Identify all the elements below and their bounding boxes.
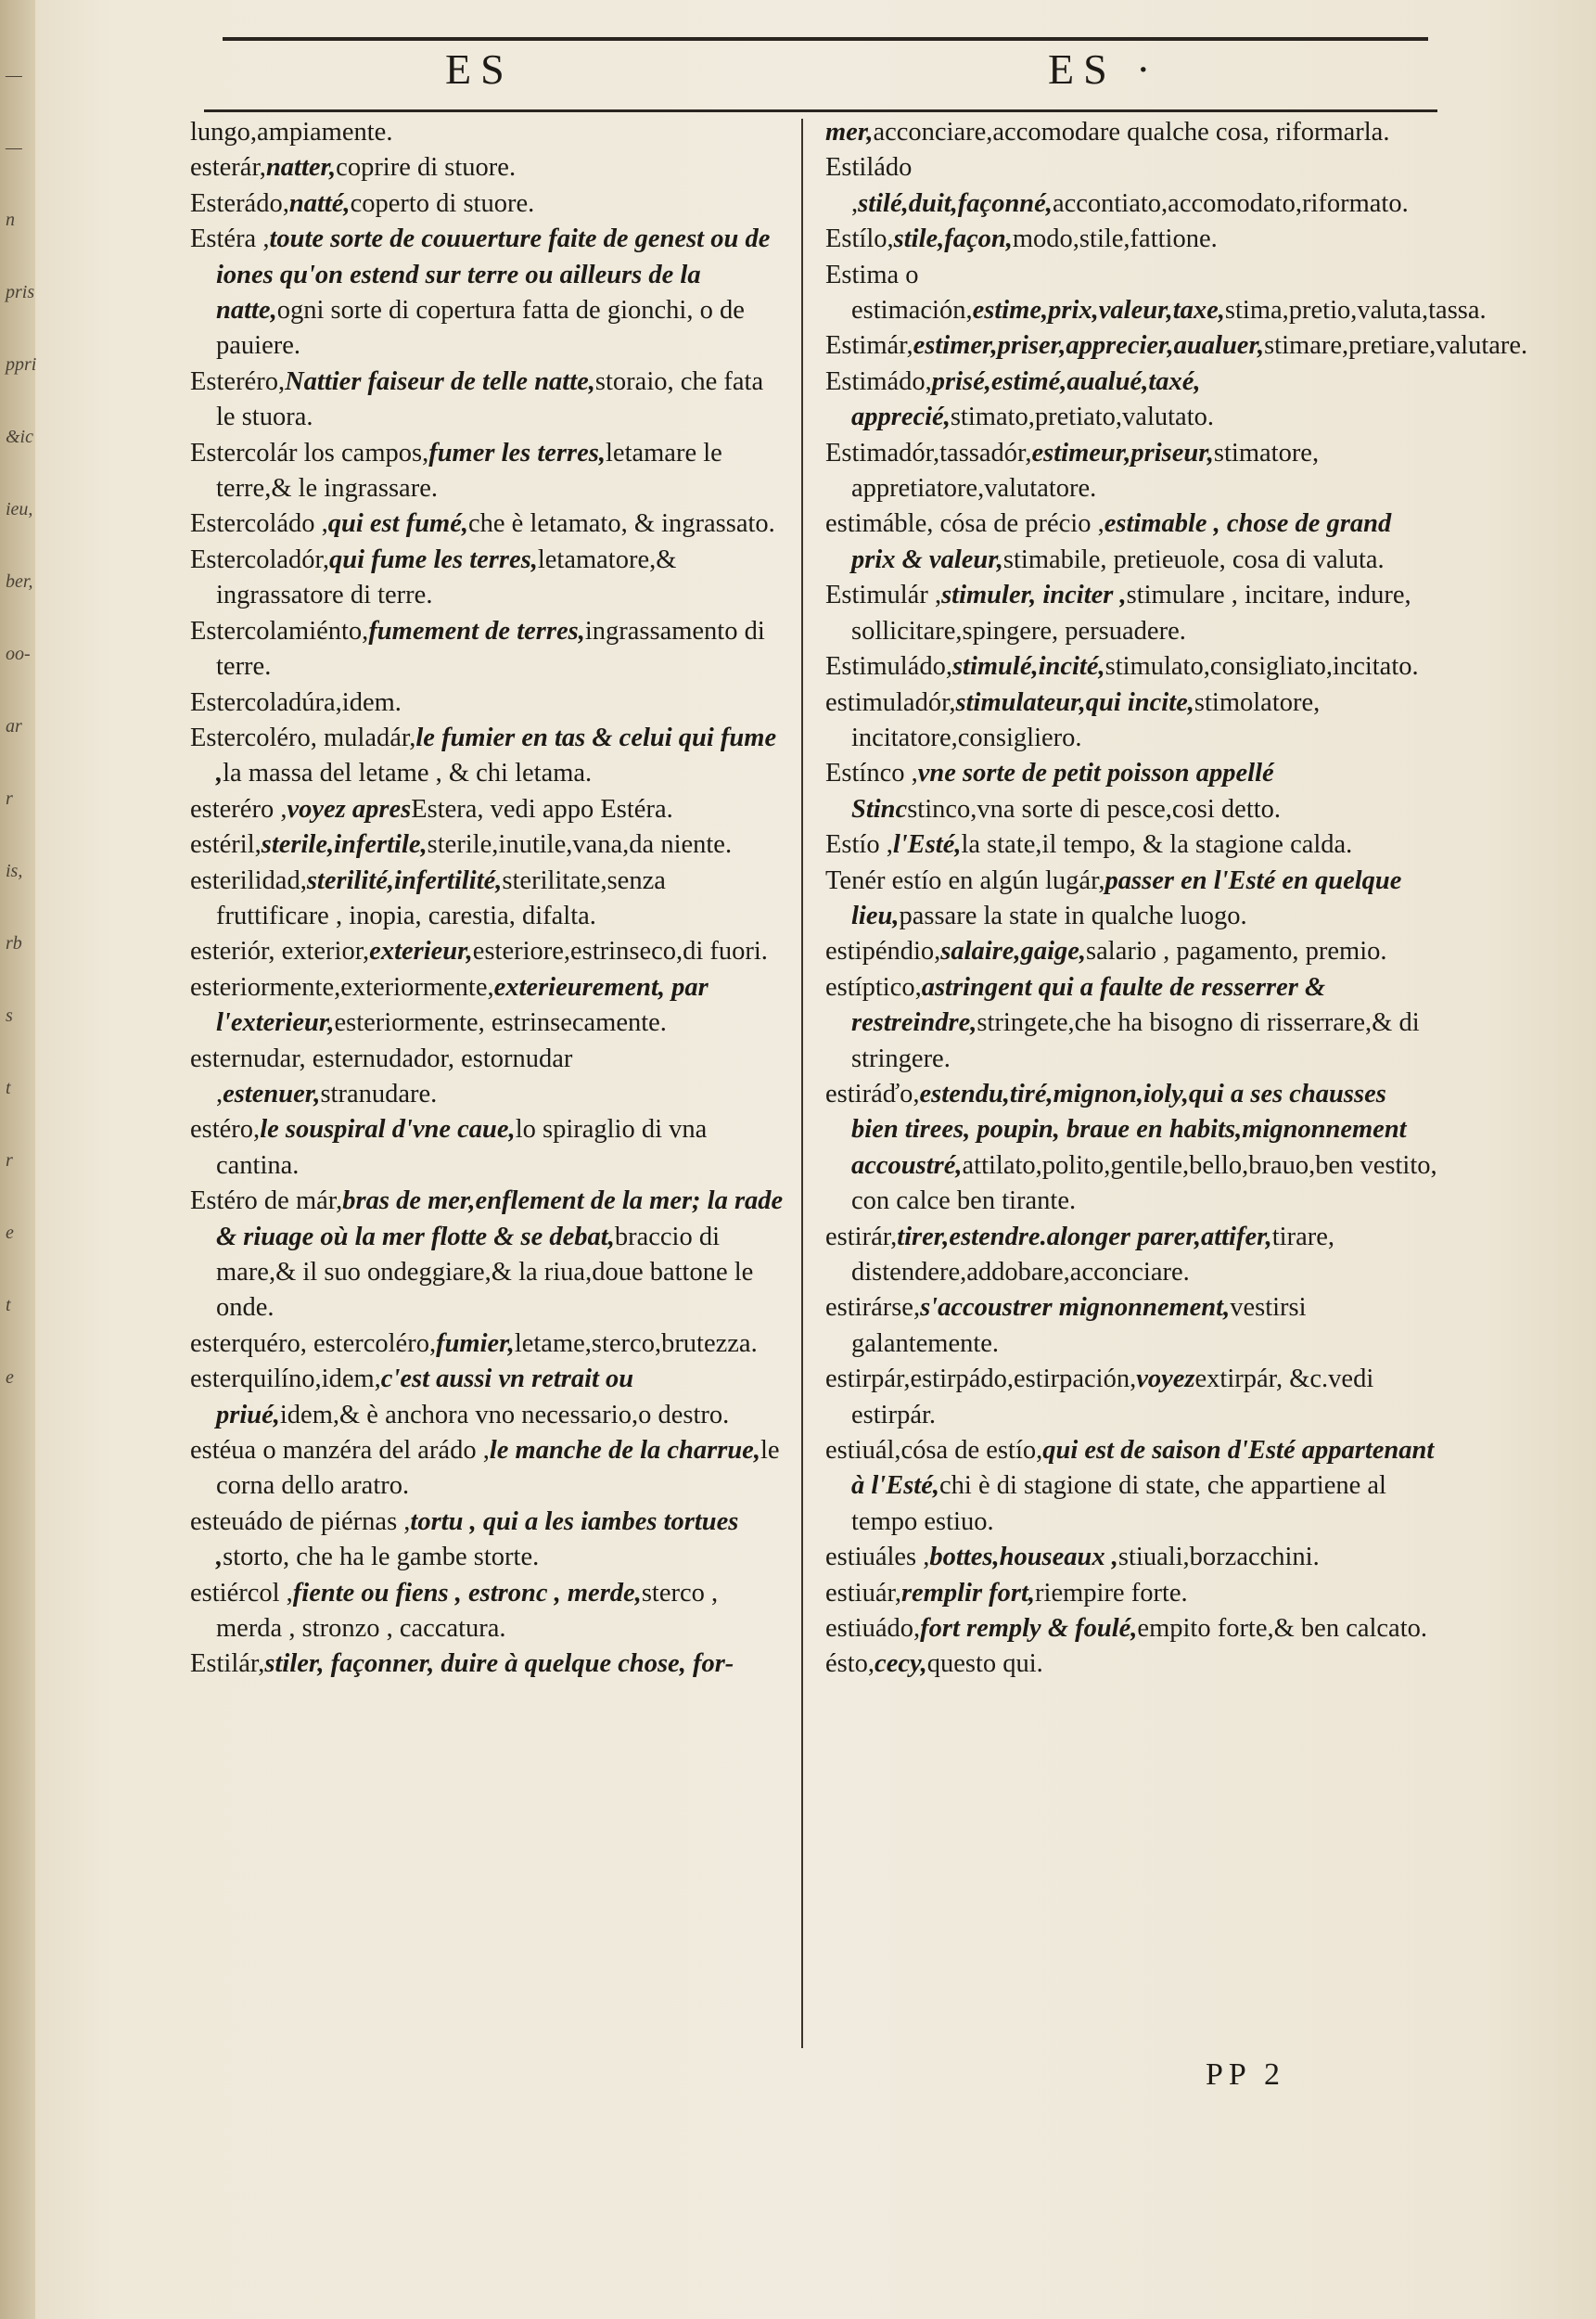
dictionary-entry: [825, 115, 1437, 150]
entry-french: le souspiral d'vne caue,: [260, 1115, 516, 1145]
entry-headword: Estío ,: [825, 830, 893, 860]
dictionary-entry: [825, 934, 1437, 969]
entry-french: le manche de la charrue,: [489, 1436, 760, 1466]
entry-headword: Esteréro,: [190, 366, 286, 396]
entry-french: natter,: [265, 153, 337, 183]
entry-french: vne sorte de petit poisson appellé Stinc: [851, 759, 1274, 824]
entry-italian: storaio, che fata le stuora.: [216, 366, 764, 432]
dictionary-entry: [825, 578, 1437, 649]
entry-headword: Tenér estío en algún lugár,: [825, 865, 1105, 895]
entry-french: tortu , qui a les iambes tortues ,: [216, 1506, 739, 1572]
entry-headword: esterquéro, estercoléro,: [190, 1328, 437, 1358]
entry-french: estimable , chose de grand prix & valeur,: [851, 509, 1392, 574]
dictionary-entry: [190, 115, 784, 150]
entry-french: stimuler, inciter ,: [941, 581, 1127, 610]
dictionary-entry: [190, 150, 784, 186]
entry-italian: stimatore, appretiatore,valutatore.: [851, 438, 1320, 504]
entry-italian: stimare,pretiare,valutare.: [1264, 331, 1528, 361]
entry-headword: estirár,: [825, 1222, 898, 1251]
entry-french: l'Esté,: [892, 830, 962, 860]
dictionary-entry: [190, 792, 784, 827]
entry-french: cecy,: [875, 1649, 927, 1679]
dictionary-entry: [825, 1646, 1437, 1682]
left-column: [190, 115, 784, 1683]
entry-italian: lo spiraglio di vna cantina.: [216, 1115, 708, 1180]
entry-french: sterile,infertile,: [261, 830, 428, 860]
entry-italian: la massa del letame , & chi letama.: [223, 759, 593, 788]
entry-headword: estiuár,: [825, 1578, 901, 1608]
entry-french: prisé,estimé,aualué,taxé, apprecié,: [851, 366, 1201, 432]
entry-headword: ésto,: [825, 1649, 875, 1679]
dictionary-entry: [190, 1184, 784, 1326]
entry-headword: Estercolamiénto,: [190, 616, 369, 646]
entry-headword: Estínco ,: [825, 759, 918, 788]
margin-fragment: is,: [6, 861, 23, 881]
entry-headword: Estimulár ,: [825, 581, 942, 610]
entry-headword: Estimadór,tassadór,: [825, 438, 1032, 468]
entry-headword: Estilár,: [190, 1649, 265, 1679]
entry-french: remplir fort,: [900, 1578, 1036, 1608]
entry-headword: estiuál,cósa de estío,: [825, 1436, 1043, 1466]
entry-headword: Estimádo,: [825, 366, 932, 396]
header-rule: [204, 109, 1437, 112]
entry-italian: le corna dello aratro.: [216, 1436, 780, 1501]
entry-italian: idem,& è anchora vno necessario,o destro.: [279, 1400, 730, 1429]
entry-italian: stinco,vna sorte di pesce,cosi detto.: [907, 794, 1282, 824]
entry-italian: stimulato,consigliato,incitato.: [1104, 652, 1419, 682]
dictionary-entry: [190, 543, 784, 614]
entry-headword: lungo,ampiamente.: [190, 118, 393, 147]
dictionary-entry: [190, 222, 784, 365]
dictionary-entry: [825, 970, 1437, 1077]
entry-italian: letamare le terre,& le ingrassare.: [216, 438, 722, 504]
entry-italian: acconciare,accomodare qualche cosa, riformarla.: [873, 118, 1390, 147]
entry-headword: Estiládo ,: [825, 153, 913, 218]
entry-french: c'est aussi vn retrait ou priué,: [216, 1364, 634, 1429]
entry-french: estime,prix,valeur,taxe,: [972, 296, 1225, 326]
entry-italian: braccio di mare,& il suo ondeggiare,& la riua,doue battone le onde.: [216, 1222, 754, 1323]
entry-headword: estipéndio,: [825, 937, 941, 967]
entry-headword: estiércol ,: [190, 1578, 293, 1608]
entry-italian: che è letamato, & ingrassato.: [468, 509, 775, 539]
margin-fragment: r: [6, 788, 13, 809]
entry-french: exterieurement, par l'exterieur,: [216, 972, 709, 1038]
dictionary-entry: [190, 827, 784, 863]
dictionary-entry: [825, 1433, 1437, 1540]
entry-french: estenuer,: [223, 1079, 321, 1108]
entry-italian: passare la state in qualche luogo.: [899, 901, 1247, 930]
entry-french: le fumier en tas & celui qui fume ,: [216, 723, 777, 788]
dictionary-entry: [190, 864, 784, 935]
page-signature: PP 2: [1206, 2057, 1286, 2092]
entry-italian: stimulare , incitare, indure, sollicitare,spingere, persuadere.: [851, 581, 1411, 646]
entry-headword: estimuladór,: [825, 687, 956, 717]
margin-fragment: e: [6, 1367, 14, 1388]
entry-french: mer,: [825, 118, 874, 147]
entry-headword: esterilidad,: [190, 865, 307, 895]
entry-italian: coperto di stuore.: [350, 188, 535, 218]
entry-headword: estiuáles ,: [825, 1543, 930, 1572]
dictionary-entry: [190, 436, 784, 507]
entry-french: fumer les terres,: [428, 438, 606, 468]
entry-italian: storto, che ha le gambe storte.: [223, 1543, 540, 1572]
entry-french: fiente ou fiens , estronc , merde,: [292, 1578, 642, 1608]
dictionary-entry: [825, 150, 1437, 222]
entry-headword: esteriormente,exteriormente,: [190, 972, 494, 1002]
entry-french: natté,: [288, 188, 351, 218]
dictionary-entry: [825, 1540, 1437, 1575]
running-header-left: ES: [445, 45, 514, 93]
entry-headword: estíptico,: [825, 972, 922, 1002]
entry-headword: Estercoladúra,idem.: [190, 687, 402, 717]
entry-italian: letamatore,& ingrassatore di terre.: [216, 545, 677, 610]
entry-french: qui est de saison d'Esté appartenant à l'Esté,: [851, 1436, 1435, 1501]
entry-french: fumier,: [436, 1328, 515, 1358]
entry-headword: estéril,: [190, 830, 262, 860]
entry-italian: la state,il tempo, & la stagione calda.: [961, 830, 1353, 860]
dictionary-entry: [190, 685, 784, 721]
entry-headword: estéua o manzéra del arádo ,: [190, 1436, 490, 1466]
dictionary-entry: [825, 1576, 1437, 1611]
entry-italian: stringete,che ha bisogno di risserrare,& di stringere.: [851, 1008, 1420, 1073]
entry-italian: accontiato,accomodato,riformato.: [1052, 188, 1409, 218]
dictionary-entry: [190, 934, 784, 969]
dictionary-entry: [190, 721, 784, 792]
entry-italian: ogni sorte di copertura fatta de gionchi, o de pauiere.: [216, 296, 745, 361]
dictionary-entry: [190, 614, 784, 685]
margin-fragment: &ic: [6, 427, 33, 447]
margin-fragment: —: [6, 137, 22, 158]
entry-italian: letame,sterco,brutezza.: [514, 1328, 758, 1358]
right-column: [825, 115, 1528, 1683]
entry-italian: questo qui.: [926, 1649, 1043, 1679]
margin-fragment: t: [6, 1295, 11, 1315]
running-header-right: ES ·: [1048, 45, 1160, 93]
dictionary-entry: [825, 1220, 1437, 1291]
dictionary-entry: [825, 685, 1437, 757]
entry-french: voyez apres: [287, 794, 412, 824]
entry-italian: stima,pretio,valuta,tassa.: [1224, 296, 1487, 326]
entry-italian: stranudare.: [320, 1079, 438, 1108]
entry-french: qui fume les terres,: [329, 545, 538, 574]
entry-headword: Estercoladór,: [190, 545, 330, 574]
column-rule: [801, 119, 803, 2048]
entry-headword: esterár,: [190, 153, 266, 183]
entry-italian: modo,stile,fattione.: [1012, 224, 1218, 254]
dictionary-entry: [190, 1433, 784, 1505]
dictionary-entry: [190, 1576, 784, 1647]
entry-italian: riempire forte.: [1035, 1578, 1188, 1608]
dictionary-entry: [190, 1362, 784, 1433]
entry-french: stilé,duit,façonné,: [858, 188, 1053, 218]
entry-italian: vestirsi galantemente.: [851, 1293, 1307, 1358]
entry-headword: esteriór, exterior,: [190, 937, 370, 967]
entry-french: qui est fumé,: [327, 509, 468, 539]
entry-french: Nattier faiseur de telle natte,: [285, 366, 595, 396]
entry-headword: esterquilíno,idem,: [190, 1364, 381, 1394]
entry-headword: Estercoléro, muladár,: [190, 723, 416, 752]
entry-french: astringent qui a faulte de resserrer & restreindre,: [851, 972, 1326, 1038]
entry-french: stimulateur,qui incite,: [955, 687, 1194, 717]
dictionary-entry: [190, 970, 784, 1042]
entry-french: fumement de terres,: [368, 616, 585, 646]
entry-french: s'accoustrer mignonnement,: [920, 1293, 1231, 1323]
dictionary-entry: [825, 1290, 1437, 1362]
dictionary-entry: [825, 1611, 1437, 1646]
entry-headword: estirpár,estirpádo,estirpación,: [825, 1364, 1137, 1394]
entry-french: estendu,tiré,mignon,ioly,qui a ses chausses bien tirees, poupin, braue en habits,mignonnement accoustré,: [851, 1079, 1407, 1180]
entry-french: fort remply & foulé,: [920, 1614, 1138, 1644]
entry-headword: estirárse,: [825, 1293, 921, 1323]
entry-italian: extirpár, &c.vedi estirpár.: [851, 1364, 1374, 1429]
dictionary-entry: [190, 1326, 784, 1362]
entry-french: tirer,estendre.alonger parer,attifer,: [897, 1222, 1272, 1251]
dictionary-entry: [825, 864, 1437, 935]
dictionary-entry: [825, 258, 1487, 329]
margin-fragment: rb: [6, 933, 22, 954]
entry-italian: tirare, distendere,addobare,acconciare.: [851, 1222, 1335, 1287]
entry-headword: esternudar, esternudador, estornudar ,: [190, 1044, 573, 1108]
entry-french: sterilité,infertilité,: [306, 865, 503, 895]
entry-italian: empito forte,& ben calcato.: [1137, 1614, 1428, 1644]
dictionary-entry: [825, 1077, 1437, 1220]
margin-fragment: s: [6, 1006, 13, 1026]
entry-headword: estiráďo,: [825, 1079, 920, 1108]
entry-french: stile,façon,: [893, 224, 1013, 254]
margin-fragment: ieu,: [6, 499, 33, 519]
entry-headword: Estercoládo ,: [190, 509, 328, 539]
margin-fragment: e: [6, 1223, 14, 1243]
entry-headword: Estéra ,: [190, 224, 270, 254]
dictionary-entry: [825, 827, 1437, 863]
margin-fragment: pris: [6, 282, 35, 302]
dictionary-entry: [190, 1646, 784, 1682]
dictionary-entry: [825, 1362, 1437, 1433]
margin-fragment: oo-: [6, 644, 31, 664]
entry-italian: sterile,inutile,vana,da niente.: [427, 830, 733, 860]
entry-headword: esteréro ,: [190, 794, 287, 824]
entry-italian: stimabile, pretieuole, cosa di valuta.: [1002, 545, 1385, 574]
dictionary-entry: [190, 1112, 784, 1184]
dictionary-entry: [190, 1042, 784, 1113]
entry-italian: esteriore,estrinseco,di fuori.: [472, 937, 768, 967]
entry-italian: stiuali,borzacchini.: [1117, 1543, 1320, 1572]
dictionary-entry: [825, 756, 1437, 827]
entry-french: salaire,gaige,: [940, 937, 1087, 967]
entry-italian: coprire di stuore.: [336, 153, 517, 183]
entry-italian: stimolatore, incitatore,consigliero.: [851, 687, 1321, 752]
entry-french: passer en l'Esté en quelque lieu,: [851, 865, 1402, 930]
entry-headword: Estílo,: [825, 224, 894, 254]
dictionary-entry: [190, 365, 784, 436]
entry-italian: salario , pagamento, premio.: [1086, 937, 1387, 967]
entry-italian: sterilitate,senza fruttificare , inopia, carestia, difalta.: [216, 865, 666, 930]
top-rule: [223, 37, 1428, 41]
entry-headword: Estercolár los campos,: [190, 438, 429, 468]
entry-headword: estéro,: [190, 1115, 261, 1145]
dictionary-entry: [190, 186, 784, 222]
margin-fragment: n: [6, 210, 15, 230]
entry-italian: ingrassamento di terre.: [216, 616, 765, 682]
entry-italian: attilato,polito,gentile,bello,brauo,ben vestito, con calce ben tirante.: [851, 1150, 1437, 1216]
entry-italian: Estera, vedi appo Estéra.: [411, 794, 673, 824]
entry-headword: esteuádo de piérnas ,: [190, 1506, 411, 1536]
dictionary-entry: [825, 436, 1437, 507]
dictionary-entry: [825, 328, 1528, 364]
dictionary-entry: [190, 506, 784, 542]
entry-french: toute sorte de couuerture faite de genest ou de iones qu'on estend sur terre ou ailleurs de la natte,: [216, 224, 771, 326]
entry-french: voyez: [1136, 1364, 1195, 1394]
dictionary-entry: [825, 365, 1437, 436]
dictionary-entry: [825, 506, 1437, 578]
entry-french: estimeur,priseur,: [1031, 438, 1214, 468]
margin-fragment: —: [6, 65, 22, 85]
entry-french: stiler, façonner, duire à quelque chose, for-: [264, 1649, 734, 1679]
dictionary-entry: [190, 1505, 784, 1576]
entry-headword: estiuádo,: [825, 1614, 921, 1644]
entry-french: bras de mer,enflement de la mer; la rade & riuage où la mer flotte & se debat,: [216, 1186, 784, 1251]
margin-fragment: ppri: [6, 354, 37, 375]
margin-fragment: t: [6, 1078, 11, 1098]
entry-french: estimer,priser,apprecier,aualuer,: [913, 331, 1265, 361]
margin-fragment: ar: [6, 716, 22, 737]
entry-italian: chi è di stagione di state, che appartiene al tempo estiuo.: [851, 1471, 1386, 1536]
entry-italian: sterco , merda , stronzo , caccatura.: [216, 1578, 719, 1644]
entry-headword: Estéro de már,: [190, 1186, 343, 1216]
entry-italian: esteriormente, estrinsecamente.: [334, 1008, 667, 1038]
entry-french: exterieur,: [369, 937, 473, 967]
dictionary-entry: [825, 649, 1437, 685]
entry-headword: Estimár,: [825, 331, 913, 361]
entry-headword: Estima o estimación,: [825, 260, 973, 326]
margin-fragment: ber,: [6, 571, 33, 592]
entry-headword: Estimuládo,: [825, 652, 952, 682]
entry-headword: estimáble, cósa de précio ,: [825, 509, 1104, 539]
margin-fragment: r: [6, 1150, 13, 1171]
entry-headword: Esterádo,: [190, 188, 289, 218]
dictionary-entry: [825, 222, 1437, 257]
entry-french: stimulé,incité,: [951, 652, 1105, 682]
entry-french: bottes,houseaux ,: [929, 1543, 1118, 1572]
entry-italian: stimato,pretiato,valutato.: [950, 403, 1214, 432]
